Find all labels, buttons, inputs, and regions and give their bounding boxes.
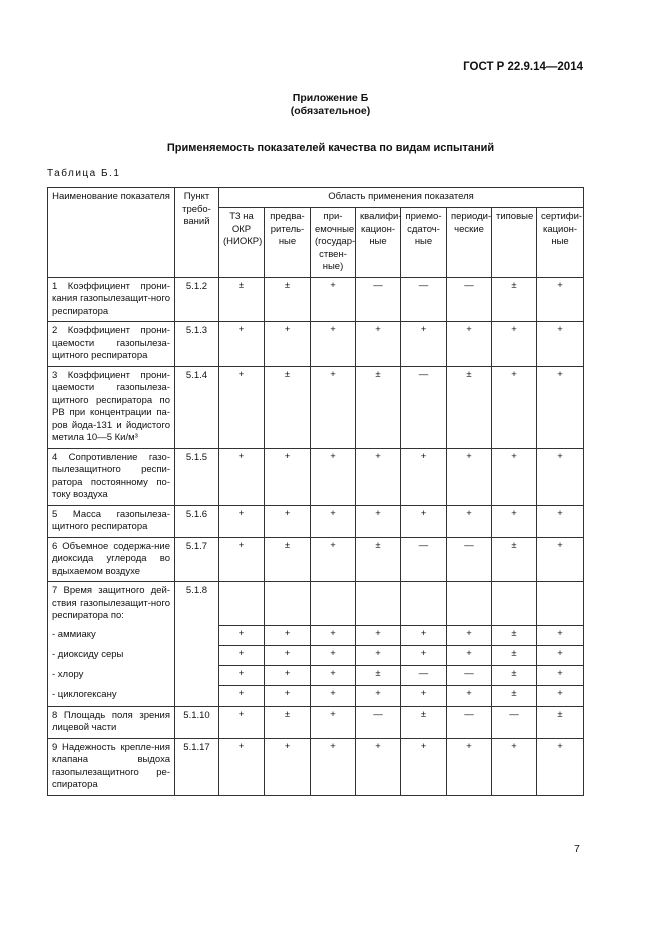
row-clause-cell: 5.1.4	[175, 366, 219, 448]
value-cell: +	[356, 626, 401, 646]
value-cell: —	[401, 666, 447, 686]
value-cell: +	[447, 505, 492, 537]
table-row	[48, 322, 584, 367]
value-cell	[492, 582, 537, 626]
value-cell: +	[356, 448, 401, 505]
value-cell: —	[401, 537, 447, 582]
value-cell: +	[219, 322, 265, 367]
value-cell: +	[356, 738, 401, 795]
value-cell: +	[219, 738, 265, 795]
table-row	[48, 582, 584, 626]
value-cell: ±	[401, 706, 447, 738]
value-cell: —	[447, 706, 492, 738]
value-cell: ±	[265, 706, 311, 738]
value-cell: +	[311, 277, 356, 322]
subrow-name-cell: - диоксиду серы	[48, 646, 175, 666]
row-clause-cell: 5.1.6	[175, 505, 219, 537]
value-cell: +	[219, 448, 265, 505]
value-cell: ±	[265, 366, 311, 448]
col-header-name: Наименование показателя	[48, 188, 175, 278]
subrow-name-cell: - хлору	[48, 666, 175, 686]
value-cell: +	[401, 626, 447, 646]
value-cell: +	[265, 448, 311, 505]
value-cell: +	[447, 686, 492, 707]
row-name-cell: 5 Масса газопылеза-щитного респиратора	[48, 505, 175, 537]
row-clause-cell: 5.1.5	[175, 448, 219, 505]
table-row	[48, 505, 584, 537]
row-clause-cell: 5.1.7	[175, 537, 219, 582]
value-cell: ±	[537, 706, 584, 738]
value-cell: ±	[356, 537, 401, 582]
value-cell: +	[447, 322, 492, 367]
value-cell: +	[401, 686, 447, 707]
value-cell: +	[537, 366, 584, 448]
value-cell: ±	[492, 626, 537, 646]
value-cell	[311, 582, 356, 626]
value-cell: —	[356, 277, 401, 322]
value-cell: +	[537, 646, 584, 666]
value-cell: ±	[492, 537, 537, 582]
value-cell: ±	[492, 666, 537, 686]
value-cell: +	[265, 686, 311, 707]
value-cell: —	[447, 537, 492, 582]
value-cell: +	[311, 448, 356, 505]
value-cell: —	[356, 706, 401, 738]
row-name-cell: 4 Сопротивление газо-пылезащитного респи-ратора постоянному по-току воздуха	[48, 448, 175, 505]
value-cell: +	[311, 686, 356, 707]
value-cell: +	[537, 666, 584, 686]
row-name-cell: 1 Коэффициент прони-кания газопылезащит-ного респиратора	[48, 277, 175, 322]
standard-code: ГОСТ Р 22.9.14—2014	[463, 61, 583, 73]
value-cell: +	[492, 505, 537, 537]
value-cell: +	[311, 322, 356, 367]
row-clause-cell: 5.1.17	[175, 738, 219, 795]
value-cell: —	[401, 277, 447, 322]
value-cell: +	[219, 537, 265, 582]
value-cell: +	[311, 706, 356, 738]
col-header-test: при-емочные (государ-ствен-ные)	[311, 208, 356, 278]
value-cell: —	[447, 666, 492, 686]
value-cell: —	[447, 277, 492, 322]
value-cell: +	[311, 738, 356, 795]
appendix-title: Приложение Б	[292, 92, 369, 104]
value-cell: +	[265, 626, 311, 646]
value-cell	[219, 582, 265, 626]
value-cell: ±	[447, 366, 492, 448]
section-title: Применяемость показателей качества по видам испытаний	[166, 142, 495, 154]
value-cell: +	[356, 505, 401, 537]
value-cell: +	[265, 505, 311, 537]
table-row	[48, 448, 584, 505]
value-cell: +	[219, 686, 265, 707]
header-row-1	[48, 188, 584, 208]
row-name-cell: 7 Время защитного дей-ствия газопылезащит-ного респиратора по:	[48, 582, 175, 626]
applicability-table	[47, 187, 584, 796]
value-cell: +	[265, 646, 311, 666]
subrow-name-cell: - циклогексану	[48, 686, 175, 707]
table-subrow	[48, 626, 584, 646]
value-cell: +	[537, 537, 584, 582]
col-header-test: сертифи-кацион-ные	[537, 208, 584, 278]
table-subrow	[48, 666, 584, 686]
value-cell: +	[401, 448, 447, 505]
row-clause-cell: 5.1.2	[175, 277, 219, 322]
table-subrow	[48, 686, 584, 707]
table-row	[48, 706, 584, 738]
value-cell: +	[447, 738, 492, 795]
value-cell	[447, 582, 492, 626]
value-cell: +	[219, 666, 265, 686]
col-header-test: типовые	[492, 208, 537, 278]
value-cell: +	[311, 646, 356, 666]
subrow-name-cell: - аммиаку	[48, 626, 175, 646]
col-header-clause: Пункт требо-ваний	[175, 188, 219, 278]
value-cell: +	[219, 706, 265, 738]
value-cell: +	[537, 322, 584, 367]
page-number: 7	[574, 843, 580, 855]
value-cell: +	[447, 448, 492, 505]
value-cell: +	[356, 646, 401, 666]
value-cell: ±	[219, 277, 265, 322]
value-cell: +	[537, 686, 584, 707]
table-row	[48, 537, 584, 582]
value-cell: +	[447, 626, 492, 646]
value-cell	[356, 582, 401, 626]
value-cell: ±	[265, 537, 311, 582]
value-cell: +	[219, 366, 265, 448]
value-cell: +	[311, 666, 356, 686]
table-row	[48, 366, 584, 448]
value-cell: +	[401, 738, 447, 795]
value-cell: +	[537, 626, 584, 646]
value-cell: ±	[492, 646, 537, 666]
value-cell	[265, 582, 311, 626]
value-cell: ±	[356, 366, 401, 448]
value-cell: +	[219, 646, 265, 666]
value-cell: +	[537, 738, 584, 795]
table-label: Таблица Б.1	[47, 168, 121, 179]
row-clause-cell: 5.1.3	[175, 322, 219, 367]
appendix-heading	[0, 92, 661, 118]
col-header-test: периоди-ческие	[447, 208, 492, 278]
value-cell: ±	[265, 277, 311, 322]
value-cell: ±	[492, 686, 537, 707]
value-cell: +	[356, 322, 401, 367]
value-cell: +	[219, 505, 265, 537]
value-cell: +	[492, 738, 537, 795]
value-cell: +	[492, 322, 537, 367]
value-cell: +	[537, 448, 584, 505]
value-cell: —	[492, 706, 537, 738]
value-cell: —	[401, 366, 447, 448]
row-name-cell: 6 Объемное содержа-ние диоксида углерода во вдыхаемом воздухе	[48, 537, 175, 582]
table-subrow	[48, 646, 584, 666]
row-clause-cell: 5.1.10	[175, 706, 219, 738]
value-cell: +	[265, 666, 311, 686]
value-cell: +	[356, 686, 401, 707]
table-row	[48, 277, 584, 322]
row-clause-cell: 5.1.8	[175, 582, 219, 707]
value-cell: +	[537, 277, 584, 322]
value-cell: +	[311, 626, 356, 646]
value-cell: +	[492, 366, 537, 448]
col-header-group: Область применения показателя	[219, 188, 584, 208]
value-cell: +	[311, 537, 356, 582]
col-header-test: предва-ритель-ные	[265, 208, 311, 278]
col-header-test: ТЗ на ОКР (НИОКР)	[219, 208, 265, 278]
row-name-cell: 2 Коэффициент прони-цаемости газопылеза-щитного респиратора	[48, 322, 175, 367]
value-cell: +	[265, 322, 311, 367]
value-cell: +	[401, 646, 447, 666]
value-cell: +	[492, 448, 537, 505]
value-cell: +	[311, 505, 356, 537]
row-name-cell: 3 Коэффициент прони-цаемости газопылеза-щитного респиратора по РВ при концентрации па-ров йода-131 и йодистого метила 10—5 Ки/м³	[48, 366, 175, 448]
value-cell	[401, 582, 447, 626]
value-cell: +	[401, 505, 447, 537]
value-cell	[537, 582, 584, 626]
value-cell: +	[219, 626, 265, 646]
col-header-test: приемо-сдаточ-ные	[401, 208, 447, 278]
value-cell: +	[447, 646, 492, 666]
value-cell: +	[311, 366, 356, 448]
row-name-cell: 9 Надежность крепле-ния клапана выдоха газопылезащитного ре-спиратора	[48, 738, 175, 795]
value-cell: ±	[492, 277, 537, 322]
value-cell: ±	[356, 666, 401, 686]
row-name-cell: 8 Площадь поля зрения лицевой части	[48, 706, 175, 738]
table-row	[48, 738, 584, 795]
value-cell: +	[265, 738, 311, 795]
col-header-test: квалифи-кацион-ные	[356, 208, 401, 278]
value-cell: +	[537, 505, 584, 537]
appendix-status: (обязательное)	[290, 105, 371, 117]
value-cell: +	[401, 322, 447, 367]
